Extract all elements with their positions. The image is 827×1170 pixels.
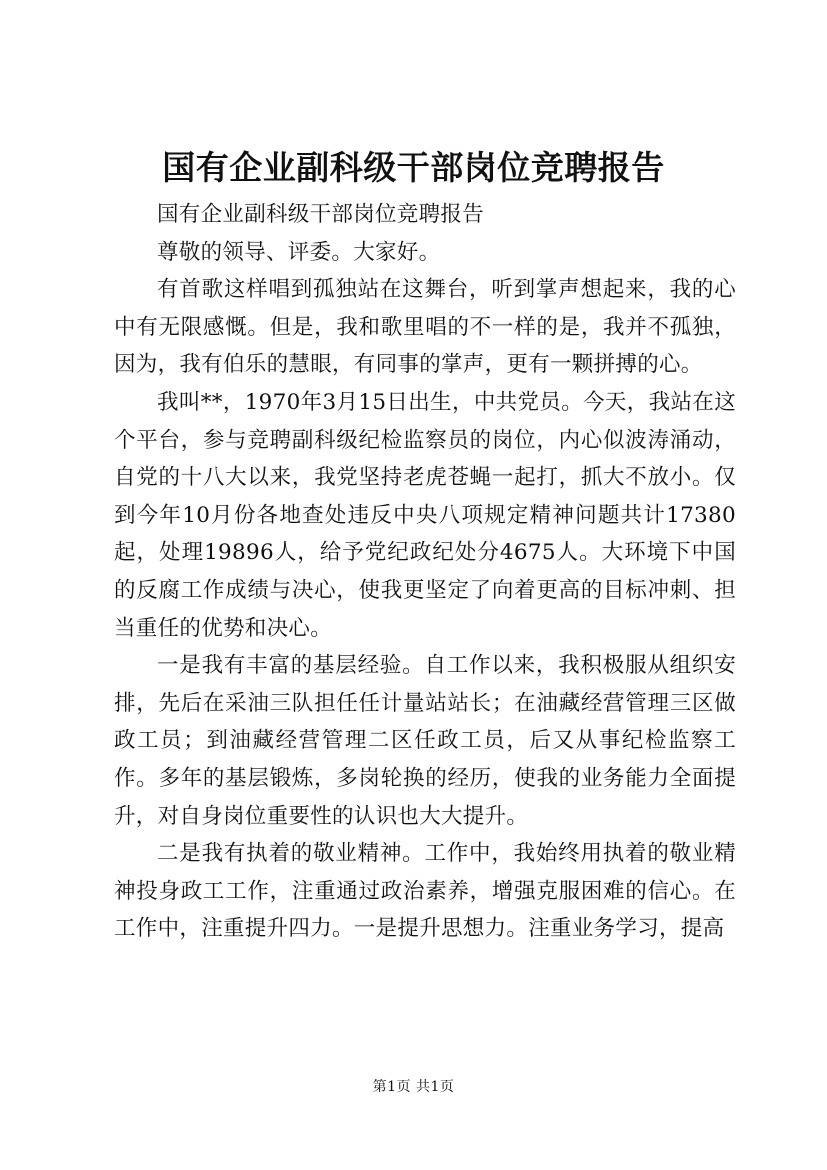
page-footer: 第1页 共1页 (372, 1079, 455, 1095)
paragraph-experience: 一是我有丰富的基层经验。自工作以来，我积极服从组织安排，先后在采油三队担任任计量站站长；在油藏经营管理三区做政工员；到油藏经营管理二区任政工员，后又从事纪检监察工作。多年的基层锻炼，多岗轮换的经历，使我的业务能力全面提升，对自身岗位重要性的认识也大大提升。 (114, 653, 736, 829)
paragraph-opening: 有首歌这样唱到孤独站在这舞台，听到掌声想起来，我的心中有无限感慨。但是，我和歌里唱的不一样的是，我并不孤独，因为，我有伯乐的慧眼，有同事的掌声，更有一颗拼搏的心。 (114, 277, 736, 378)
paragraph-greeting: 尊敬的领导、评委。大家好。 (157, 239, 441, 265)
paragraph-dedication: 二是我有执着的敬业精神。工作中，我始终用执着的敬业精神投身政工工作，注重通过政治素养，增强克服困难的信心。在工作中，注重提升四力。一是提升思想力。注重业务学习，提高 (114, 841, 736, 942)
paragraph-subtitle: 国有企业副科级干部岗位竞聘报告 (157, 202, 485, 227)
paragraph-introduction: 我叫**，1970年3月15日出生，中共党员。今天，我站在这个平台，参与竞聘副科级纪检监察员的岗位，内心似波涛涌动，自党的十八大以来，我党坚持老虎苍蝇一起打，抓大不放小。仅到今年10月份各地查处违反中央八项规定精神问题共计17380起，处理19896人，给予党纪政纪处分4675人。大环境下中国的反腐工作成绩与决心，使我更坚定了向着更高的目标冲刺、担当重任的优势和决心。 (114, 389, 736, 641)
document-body (114, 196, 736, 948)
document-title: 国有企业副科级干部岗位竞聘报告 (162, 148, 665, 187)
